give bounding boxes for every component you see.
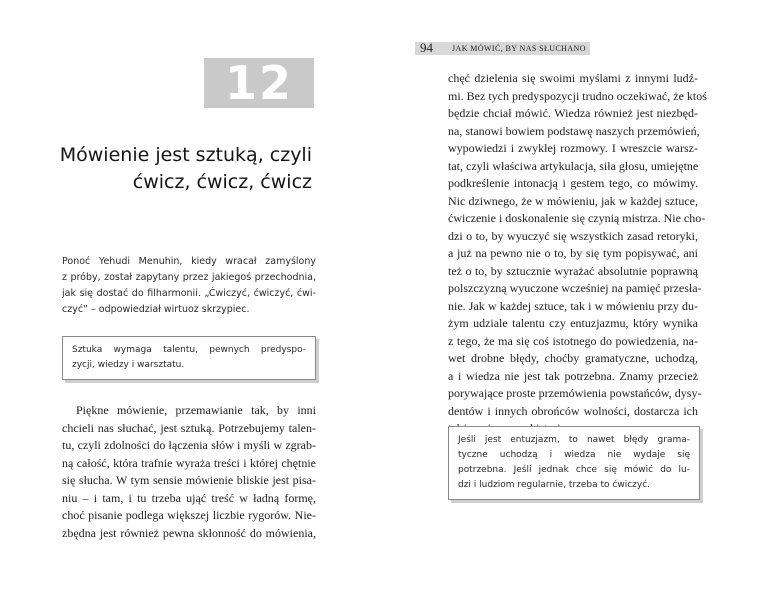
callout-box	[62, 336, 316, 380]
text-line: Nic dziwnego, że w mówieniu, jak w każdej sztuce,	[448, 193, 698, 208]
callout-line: potrzebna. Jeśli jednak chce się mówić do lu-	[458, 465, 690, 475]
text-line: choć pisanie podlega większej liczbie rygorów. Nie-	[62, 508, 316, 522]
text-line: polszczyzną wyuczone wcześniej na pamięć przesła-	[448, 281, 702, 295]
text-line: Piękne mówienie, przemawianie tak, by inni	[76, 403, 316, 417]
text-line: na, stanowi bowiem podstawę naszych przemówień,	[448, 123, 700, 138]
body-paragraph	[62, 402, 316, 542]
callout-line: Sztuka wymaga talentu, pewnych predyspo-	[72, 345, 306, 355]
intro-paragraph	[62, 254, 316, 318]
text-line: niu – i tam, i tu trzeba ująć treść w ładną formę,	[62, 490, 316, 505]
text-line: chcieli nas słuchać, jest sztuką. Potrzebujemy talen-	[62, 420, 316, 435]
body-paragraph	[448, 70, 707, 438]
callout-line: Jeśli jest entuzjazm, to nawet błędy grama-	[458, 435, 690, 445]
text-line: też o to, by sztucznie wyrażać absolutnie poprawną	[448, 263, 698, 278]
chapter-title-line: Mówienie jest sztuką, czyli	[59, 144, 312, 166]
text-line: porywające proste przemówienia powstańców, dysy-	[448, 386, 702, 400]
text-line: wypowiedzi i zwykłej rozmowy. I wreszcie warsz-	[448, 141, 698, 155]
text-line: z próby, został zapytany przez jakiegoś przechodnia,	[62, 272, 316, 283]
text-line: ną całość, która trafnie wyraża treści i której chętnie	[62, 455, 316, 470]
callout-box	[448, 426, 700, 500]
text-line: chęć dzielenia się swoimi myślami z innymi ludź-	[448, 71, 698, 85]
chapter-number: 12	[204, 58, 314, 108]
text-line: ćwiczenie i doskonalenie się czynią mistrza. Nie cho-	[448, 211, 706, 225]
text-line: dzi o to, by wyuczyć się wszystkich zasad retoryki,	[448, 228, 698, 243]
text-line: mi. Bez tych predyspozycji trudno oczekiwać, że ktoś	[448, 88, 707, 103]
callout-line: zycji, wiedzy i warsztatu.	[72, 360, 185, 370]
callout-line: tyczne uchodzą i wiedza nie wydaje się	[458, 450, 690, 460]
text-line: się słucha. W tym sensie mówienie bliskie jest pisa-	[62, 473, 316, 487]
text-line: podkreślenie intonacją i gestem tego, co mówimy.	[448, 176, 698, 190]
left-page	[0, 0, 370, 600]
text-line: a już na pewno nie o to, by się tym popisywać, ani	[448, 246, 698, 260]
text-line: żym udziale talentu czy entuzjazmu, który wynika	[448, 316, 698, 330]
text-line: będzie chciał mówić. Wiedza również jest niezbęd-	[448, 106, 698, 120]
text-line: jak się dostać do filharmonii. „Ćwiczyć, ćwiczyć, ćwi-	[62, 288, 316, 299]
text-line: z tego, że ma się coś istotnego do powiedzenia, na-	[448, 333, 698, 348]
text-line: a i wiedza nie jest tak potrzebna. Znamy przecież	[448, 368, 698, 383]
page-number: 94	[420, 40, 433, 55]
chapter-title-line: ćwicz, ćwicz, ćwicz	[132, 171, 312, 193]
text-line: nie. Jak w każdej sztuce, tak i w mówieniu przy du-	[448, 298, 698, 313]
text-line: tu, czyli zdolności do łączenia słów i myśli w zgrab-	[62, 438, 316, 452]
text-line: dentów i innych obrońców wolności, dostarcza ich	[448, 403, 698, 418]
text-line: Ponoć Yehudi Menuhin, kiedy wracał zamyślony	[62, 256, 316, 267]
chapter-title	[12, 142, 312, 196]
running-title: JAK MÓWIĆ, BY NAS SŁUCHANO	[452, 44, 586, 53]
text-line: zbędna jest również pewna skłonność do mówienia,	[62, 525, 316, 540]
text-line: wet drobne błędy, choćby gramatyczne, uchodzą,	[448, 351, 698, 365]
text-line: czyć” – odpowiedział wirtuoz skrzypiec.	[62, 304, 250, 315]
callout-line: dzi i ludziom regularnie, trzeba to ćwiczyć.	[458, 480, 651, 490]
text-line: tat, czyli właściwa artykulacja, siła głosu, umiejętne	[448, 158, 699, 173]
